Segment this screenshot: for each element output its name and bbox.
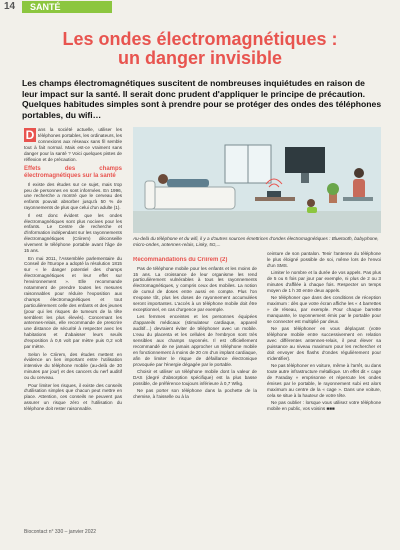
- section-label: SANTÉ: [22, 1, 112, 13]
- paragraph: Ne pas porter son téléphone dans la pochette de la chemise, à l'aisselle ou à la: [133, 388, 257, 400]
- paragraph: Selon le Criirem, des études mettent en évidence un lien important entre l'utilisation intensive du téléphone mobile (au-delà de 30 minutes par jour) et des cancers du nerf auditif ou du cerveau.: [24, 351, 122, 381]
- page-footer: Biocontact n° 330 – janvier 2022: [24, 529, 97, 535]
- title-line-1: Les ondes électromagnétiques :: [62, 29, 338, 49]
- paragraph: ceinture de son pantalon. Tenir l'antenne du téléphone le plus éloigné possible de soi, même lors de l'envoi d'un SMS.: [267, 251, 381, 268]
- paragraph: Il est donc évident que les ondes électromagnétiques sont plus nocives pour les enfants. Le Centre de recherche et d'information indépendant sur les rayonnements électromagnétiques (Criirem) déconseille vivement le téléphone portable avant l'âge de 15 ans.: [24, 212, 122, 254]
- column-2: [133, 257, 257, 527]
- paragraph: Choisir et utiliser un téléphone mobile dont la valeur de DAS (degré d'absorption spécifique) est la plus basse possible, de préférence toujours inférieure à 0,7 W/kg.: [133, 369, 257, 386]
- page-number: 14: [4, 1, 16, 12]
- article-title: [10, 30, 390, 68]
- title-line-2: un danger invisible: [117, 48, 283, 68]
- intro-text: ans la société actuelle, utiliser les téléphones portables, les ordinateurs, les connexions aux réseaux sans fil semble tout à fait normal. Mais est-ce vraiment sans danger pour la santé ? Voici quelques pistes de réflexion et de précaution.: [24, 127, 122, 162]
- page-header: [0, 0, 400, 14]
- paragraph: Limiter le nombre et la durée de vos appels. Pas plus de 5 ou 6 fois par jour par exemple, ni plus de 2 ou 3 minutes d'affilée à chaque fois. Respecter un temps moyen de 1 h 30 entre deux appels.: [267, 270, 381, 293]
- drop-cap: D: [25, 128, 35, 142]
- paragraph: Ne pas téléphoner en vous déplaçant (votre téléphone mobile entre successivement en relation avec différentes antennes-relais, il peut élever sa puissance au niveau maximum pour les rechercher et doit envoyer des flashs d'ondes régulièrement pour s'identifier).: [267, 326, 381, 361]
- illustration-caption: Au-delà du téléphone et du wifi, il y a d'autres sources émettrices d'ondes électromagnétiques : Bluetooth, babyphone, micro-ondes, antennes-relais, Linky, 5G,...: [133, 236, 379, 247]
- living-room-illustration: [133, 127, 381, 233]
- paragraph: En mai 2011, l'Assemblée parlementaire du Conseil de l'Europe a adopté la résolution 1815 sur « le danger potentiel des champs électromagnétiques et leur effet sur l'environnement ». Elle recommande notamment de prendre toutes les mesures raisonnables pour réduire l'exposition aux champs électromagnétiques et tout particulièrement celle des enfants et des jeunes (pour qui les risques de tumeurs de la tête semblent les plus élevés). Concernant les antennes-relais, elle recommande de prescrire une distance de sécurité à respecter avec les habitations et d'abaisser leurs seuils d'exposition à 0,6 volt par mètre puis 0,2 volt par mètre.: [24, 255, 122, 350]
- column-3: [267, 251, 381, 527]
- paragraph: Ne pas oublier : lorsque vous utilisez votre téléphone mobile en public, vos voisins ■■■: [267, 400, 381, 412]
- article-lead: Les champs électromagnétiques suscitent de nombreuses inquiétudes en raison de leur impact sur la santé. Il serait donc prudent d'appliquer le principe de précaution. Quelques habitudes simples sont à prendre pour se protéger des ondes des téléphones portables, du wifi…: [22, 78, 382, 120]
- column-1: [24, 127, 122, 527]
- subheading-effects: Effets des champs électromagnétiques sur la santé: [24, 166, 122, 180]
- paragraph: Pas de téléphone mobile pour les enfants et les moins de 15 ans. La croissance de leur organisme les rend particulièrement vulnérables à tous les rayonnements électromagnétiques, y compris ceux des mobiles. La notion de cumul de doses entre aussi en compte. Plus l'on s'expose tôt, plus les doses de rayonnement accumulées seront importantes. L'accès à un téléphone mobile doit être exceptionnel, en cas d'urgence par exemple.: [133, 265, 257, 312]
- paragraph: Les femmes enceintes et les personnes équipées d'appareils médicaux (stimulateur cardiaque, appareil auditif…) devraient éviter de téléphoner avec un mobile. L'eau du placenta et les cellules de l'embryon sont très sensibles aux champs rayonnés. Il est officiellement recommandé de ne jamais approcher un téléphone mobile en fonctionnement à moins de 20 cm d'un implant cardiaque, afin de limiter le risque de défaillance électronique provoquée par l'énergie dégagée par le portable.: [133, 314, 257, 367]
- subheading-recommendations: Recommandations du Criirem (2): [133, 257, 228, 263]
- paragraph: Il existe des études sur ce sujet, mais trop peu de personnes en sont informées. En 1996, une recherche a montré que le cerveau des enfants pouvait absorber jusqu'à 50 % de rayonnements de plus que celui d'un adulte (1).: [24, 181, 122, 211]
- paragraph: Ne pas téléphoner en voiture, même à l'arrêt, ou dans toute autre infrastructure métallique. Un effet dit « cage de Faraday » emprisonne et répercute les ondes émises par le portable, le rayonnement subi est alors maximum au centre de la « cage ». Dans une voiture, cela se situe à la hauteur de votre tête.: [267, 363, 381, 398]
- paragraph: Pour limiter les risques, il existe des conseils d'utilisation simples que chacun peut mettre en place. Attention, ces conseils ne peuvent pas assurer un risque zéro et l'utilisation du téléphone doit rester raisonnable.: [24, 382, 122, 412]
- paragraph: Ne téléphoner que dans des conditions de réception maximum : dès que votre écran affiche les « 4 barrettes » de réseau, par exemple. Pour chaque barrette manquante, le rayonnement émis par le portable pour se connecter est multiplié par deux.: [267, 295, 381, 324]
